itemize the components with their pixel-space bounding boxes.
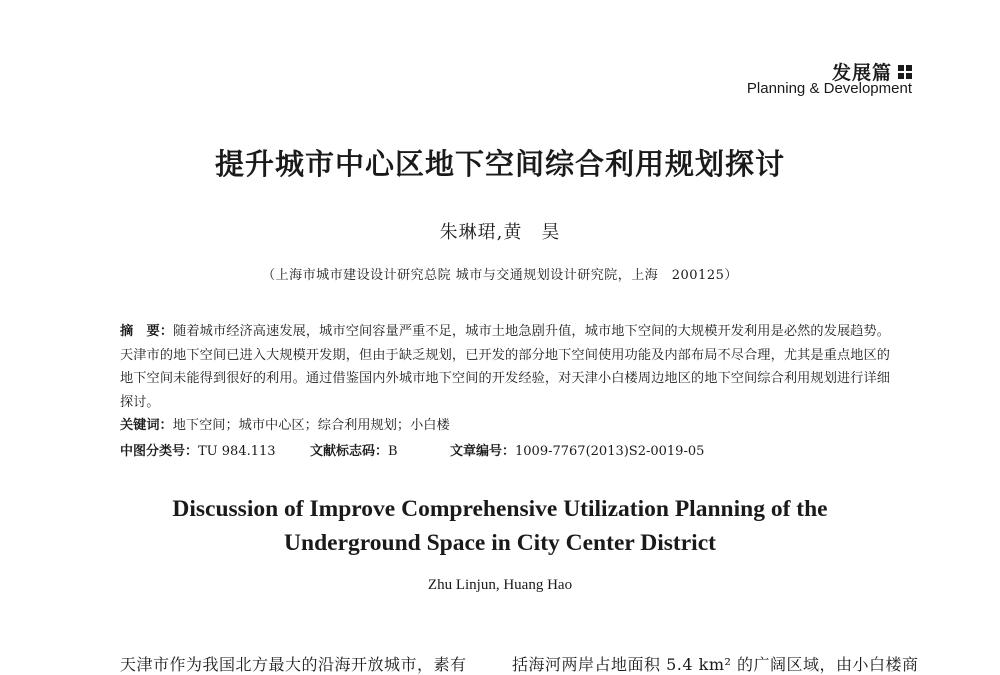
abstract-block	[120, 320, 890, 438]
authors-cn: 朱琳珺,黄 昊	[439, 222, 561, 243]
clc-group	[120, 440, 310, 459]
authors-en: Zhu Linjun, Huang Hao	[427, 577, 573, 593]
doc-code-label: 文献标志码：	[310, 444, 389, 459]
clc-value: TU 984.113	[198, 444, 276, 459]
classification-row	[120, 440, 704, 459]
article-number-value: 1009-7767(2013)S2-0019-05	[515, 444, 705, 459]
paper-title-en-line2: Underground Space in City Center District	[284, 530, 716, 556]
keywords-text: 地下空间；城市中心区；综合利用规划；小白楼	[172, 418, 450, 433]
clc-label: 中图分类号：	[120, 444, 199, 459]
doc-code-group	[310, 440, 450, 459]
keywords-label: 关键词：	[120, 418, 173, 433]
abstract-label: 摘 要：	[120, 324, 174, 339]
section-label-cn: 发展篇	[831, 62, 892, 84]
doc-code-value: B	[388, 444, 398, 459]
article-number-label: 文章编号：	[450, 444, 516, 459]
keywords-line	[120, 414, 890, 438]
paper-title-cn: 提升城市中心区地下空间综合利用规划探讨	[214, 147, 785, 181]
paper-title-en-line1: Discussion of Improve Comprehensive Utilization Planning of the	[172, 496, 828, 522]
article-number-group	[450, 440, 704, 459]
body-text-right-column: 括海河两岸占地面积 5.4 km² 的广阔区域，由小白楼商	[512, 655, 919, 674]
paper-title-en	[0, 492, 1000, 560]
abstract-paragraph	[120, 320, 890, 414]
body-text-left-column: 天津市作为我国北方最大的沿海开放城市，素有	[120, 655, 467, 674]
abstract-text: 随着城市经济高速发展，城市空间容量严重不足，城市土地急剧升值，城市地下空间的大规模开发利用是必然的发展趋势。天津市的地下空间已进入大规模开发期，但由于缺乏规划，已开发的部分地下空间使用功能及内部布局不尽合理，尤其是重点地区的地下空间未能得到很好的利用。通过借鉴国内外城市地下空间的开发经验，对天津小白楼周边地区的地下空间综合利用规划进行详细探讨。	[120, 324, 890, 410]
grid-square-icon	[898, 65, 912, 79]
affiliation-cn: （上海市城市建设设计研究总院 城市与交通规划设计研究院，上海 200125）	[262, 268, 738, 283]
section-label-en: Planning & Development	[746, 80, 912, 97]
